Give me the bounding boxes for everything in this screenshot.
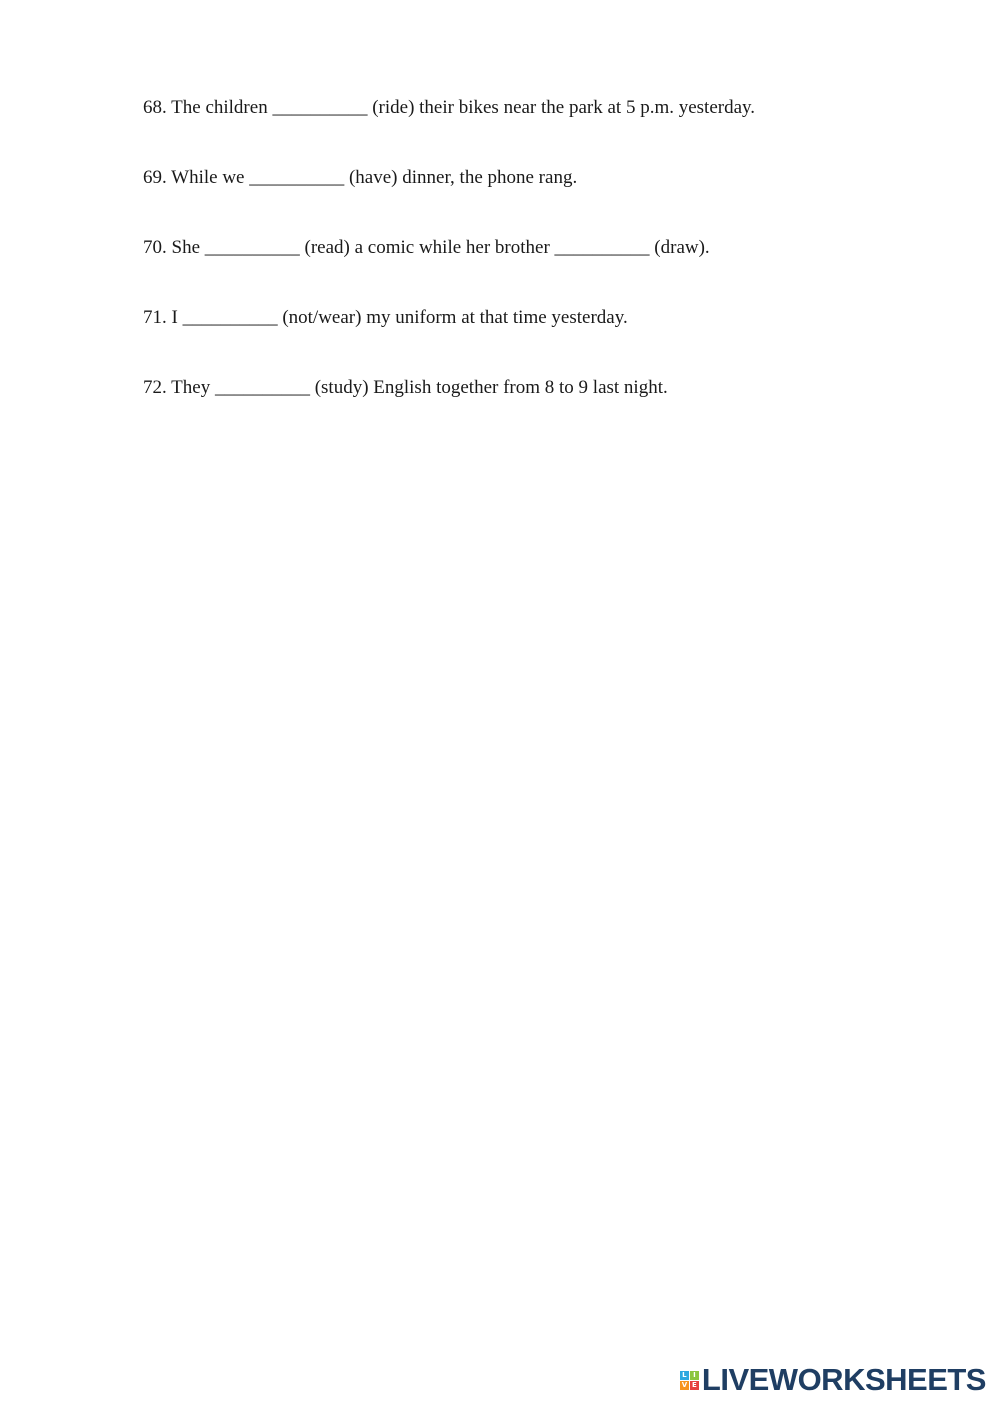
worksheet-questions	[143, 94, 943, 444]
brand-name: LIVEWORKSHEETS	[701, 1362, 986, 1397]
question-68: 68. The children __________ (ride) their bikes near the park at 5 p.m. yesterday.	[143, 97, 756, 118]
question-71: 71. I __________ (not/wear) my uniform at that time yesterday.	[143, 307, 628, 328]
question-72: 72. They __________ (study) English together from 8 to 9 last night.	[143, 377, 668, 398]
live-logo-icon: L I V E	[680, 1371, 699, 1390]
question-69: 69. While we __________ (have) dinner, the phone rang.	[143, 167, 578, 188]
liveworksheets-logo	[680, 1362, 986, 1397]
question-70: 70. She __________ (read) a comic while her brother __________ (draw).	[143, 237, 710, 258]
